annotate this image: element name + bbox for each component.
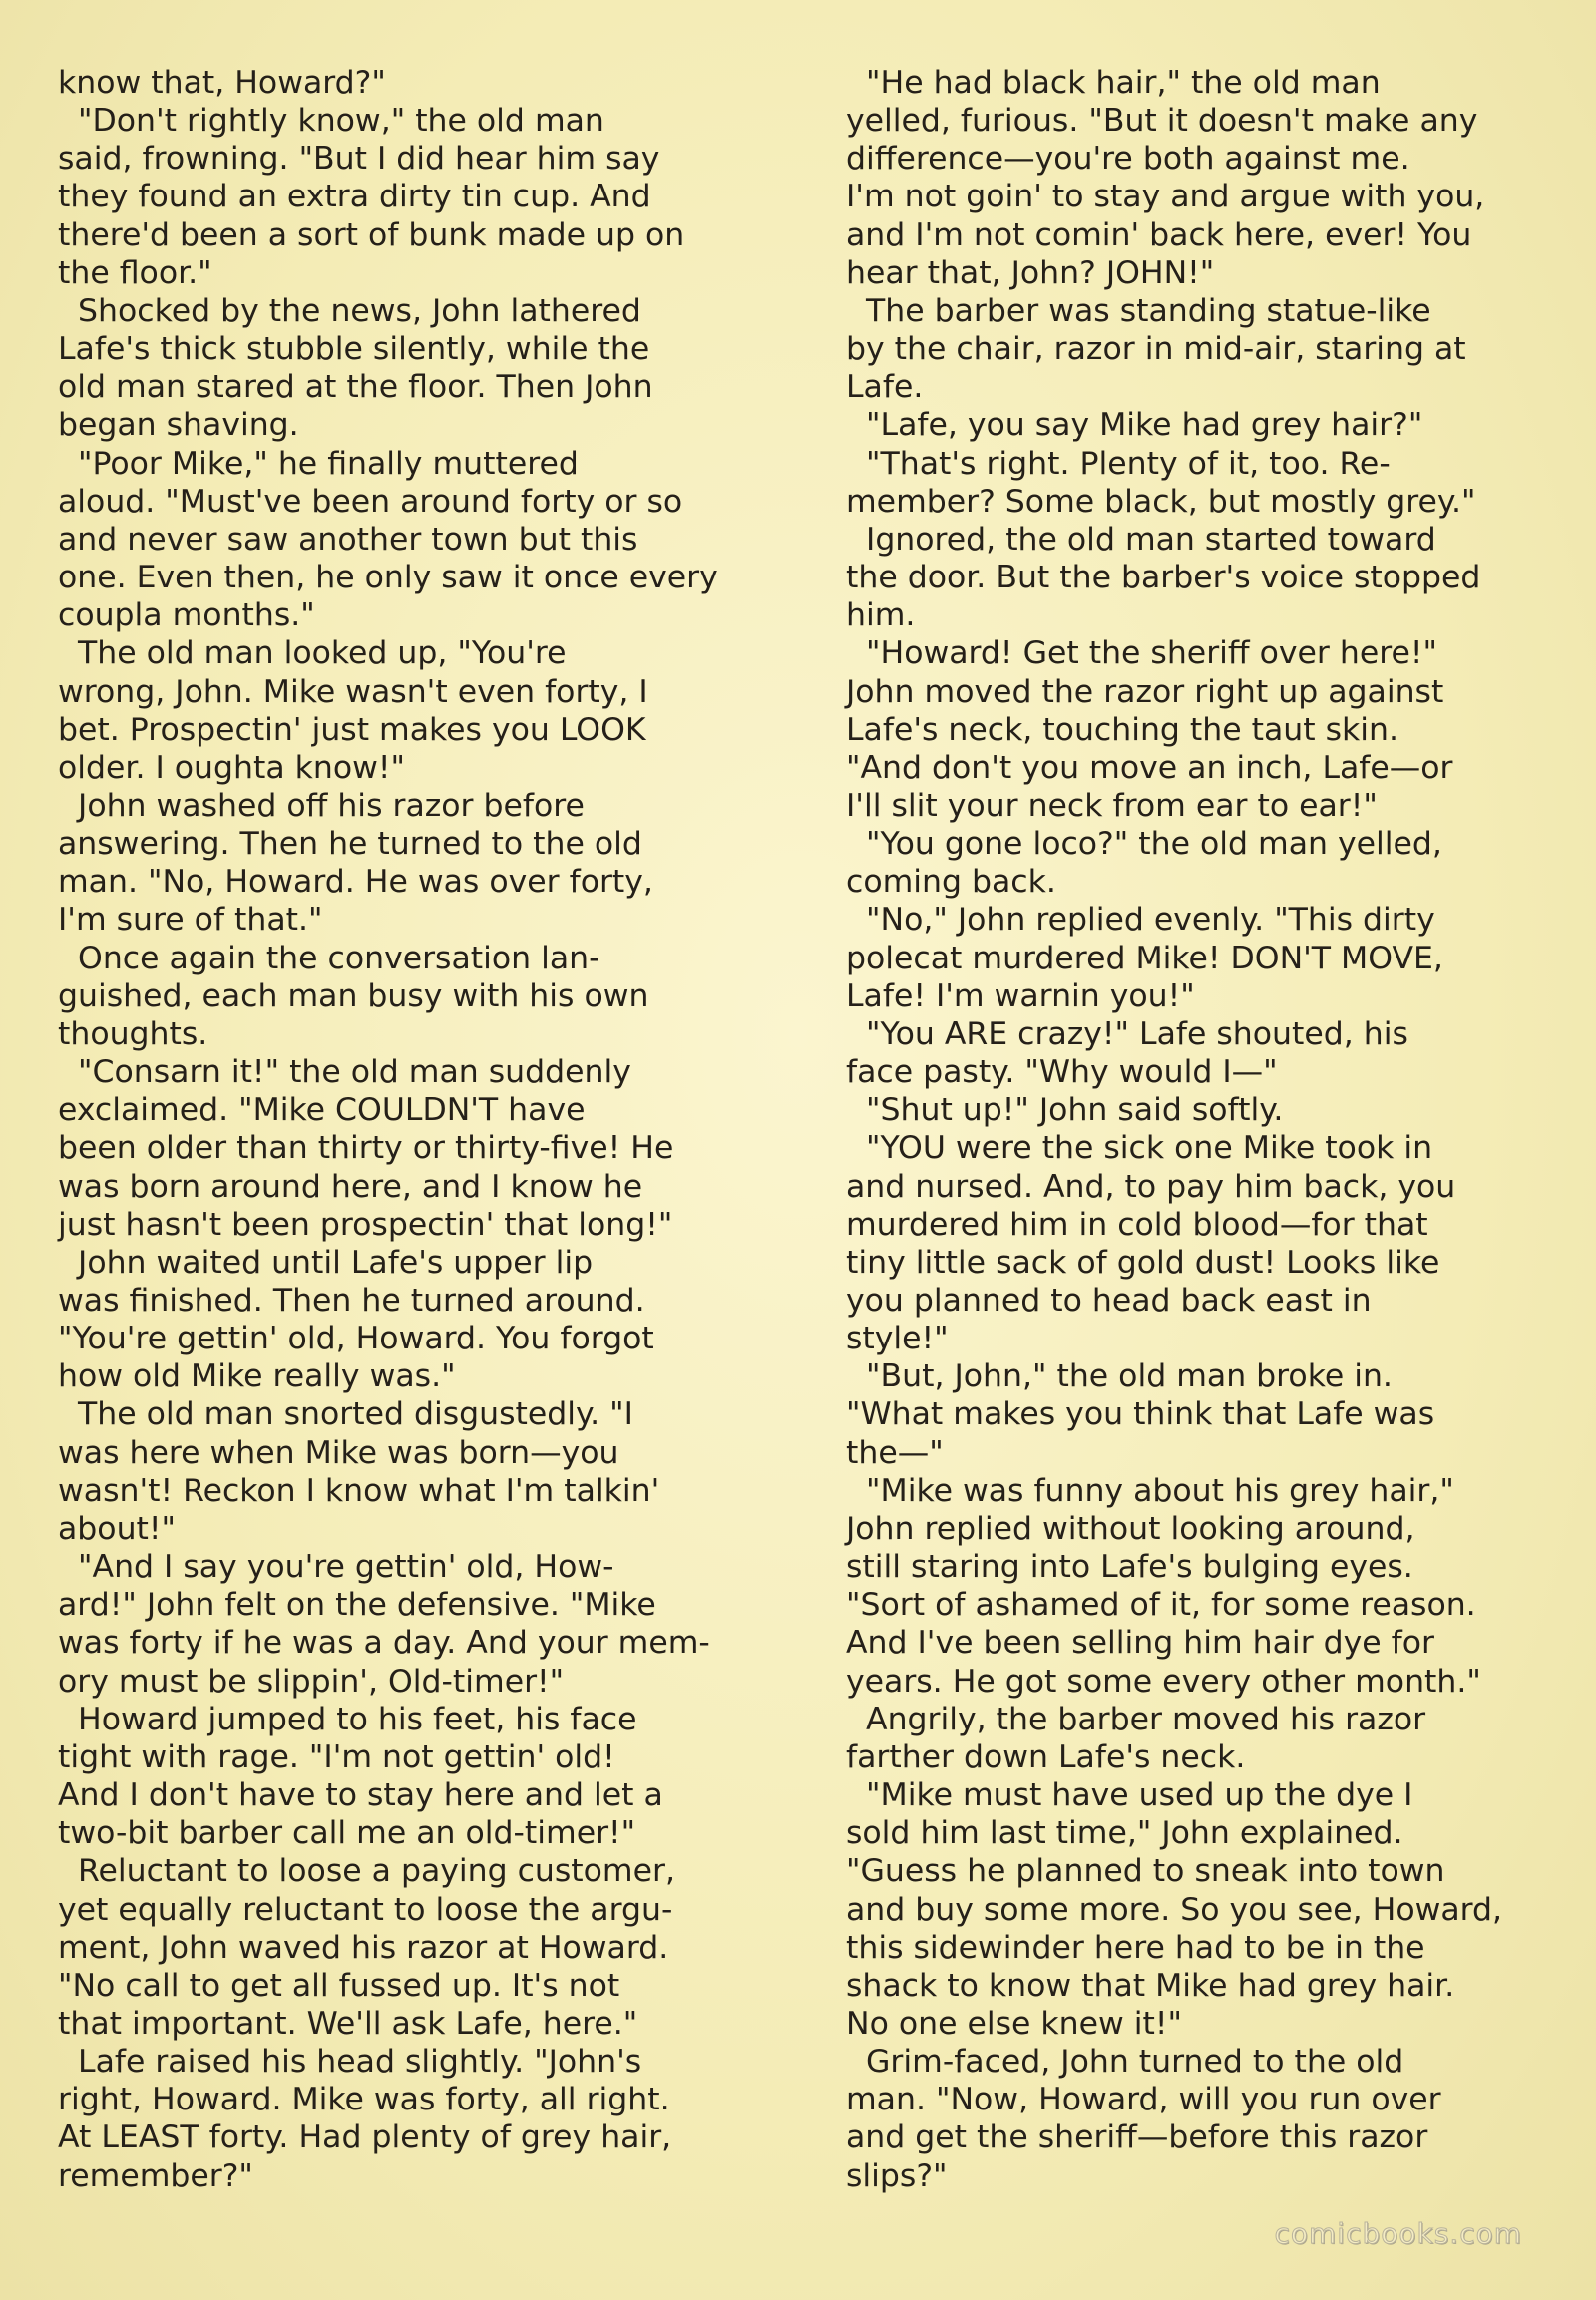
text-line: and I'm not comin' back here, ever! You <box>846 216 1472 253</box>
text-line: yet equally reluctant to loose the argu- <box>58 1891 673 1928</box>
text-line: there'd been a sort of bunk made up on <box>58 216 685 253</box>
text-line: aloud. "Must've been around forty or so <box>58 483 683 520</box>
text-line: The barber was standing statue-like <box>846 292 1431 329</box>
text-line: Angrily, the barber moved his razor <box>846 1701 1426 1737</box>
text-line: man. "Now, Howard, will you run over <box>846 2082 1441 2118</box>
text-line: and never saw another town but this <box>58 521 638 558</box>
text-line: and buy some more. So you see, Howard, <box>846 1891 1503 1928</box>
text-line: Lafe. <box>846 369 924 406</box>
text-line: one. Even then, he only saw it once every <box>58 560 718 596</box>
text-line: tight with rage. "I'm not gettin' old! <box>58 1738 615 1775</box>
text-line: At LEAST forty. Had plenty of grey hair, <box>58 2119 672 2156</box>
text-line: Grim-faced, John turned to the old <box>846 2044 1404 2081</box>
text-line: this sidewinder here had to be in the <box>846 1929 1425 1966</box>
text-line: "That's right. Plenty of it, too. Re- <box>846 445 1391 482</box>
text-line: coupla months." <box>58 597 315 634</box>
text-line: know that, Howard?" <box>58 65 386 101</box>
text-line: and get the sheriff—before this razor <box>846 2119 1428 2156</box>
text-line: "You ARE crazy!" Lafe shouted, his <box>846 1015 1408 1052</box>
text-line: ment, John waved his razor at Howard. <box>58 1929 669 1966</box>
text-line: "He had black hair," the old man <box>846 65 1381 101</box>
text-line: The old man looked up, "You're <box>58 635 567 672</box>
text-line: sold him last time," John explained. <box>846 1815 1403 1852</box>
text-line: the—" <box>846 1434 944 1471</box>
text-line: Shocked by the news, John lathered <box>58 292 641 329</box>
text-line: John washed off his razor before <box>58 787 585 824</box>
text-line: hear that, John? JOHN!" <box>846 254 1215 291</box>
text-line: how old Mike really was." <box>58 1358 456 1395</box>
text-line: farther down Lafe's neck. <box>846 1738 1246 1775</box>
text-line: and nursed. And, to pay him back, you <box>846 1168 1456 1205</box>
text-line: was born around here, and I know he <box>58 1168 643 1205</box>
watermark: comicbooks.com <box>1274 2217 1522 2250</box>
text-line: they found an extra dirty tin cup. And <box>58 179 651 215</box>
text-line: right, Howard. Mike was forty, all right. <box>58 2082 670 2118</box>
text-line: bet. Prospectin' just makes you LOOK <box>58 711 646 748</box>
text-line: "Don't rightly know," the old man <box>58 103 604 140</box>
text-line: difference—you're both against me. <box>846 141 1410 178</box>
text-line: the door. But the barber's voice stopped <box>846 560 1481 596</box>
text-line: still staring into Lafe's bulging eyes. <box>846 1549 1413 1586</box>
text-line: "What makes you think that Lafe was <box>846 1396 1435 1433</box>
text-line: said, frowning. "But I did hear him say <box>58 141 660 178</box>
text-line: tiny little sack of gold dust! Looks like <box>846 1244 1440 1281</box>
text-line: slips?" <box>846 2157 948 2194</box>
text-line: "No call to get all fussed up. It's not <box>58 1967 620 2004</box>
text-line: "You gone loco?" the old man yelled, <box>846 826 1442 863</box>
text-line: Reluctant to loose a paying customer, <box>58 1853 675 1890</box>
text-line: "Consarn it!" the old man suddenly <box>58 1054 631 1091</box>
text-line: "And I say you're gettin' old, How- <box>58 1549 614 1586</box>
text-line: Lafe! I'm warnin you!" <box>846 977 1195 1014</box>
text-line: "Poor Mike," he finally muttered <box>58 445 579 482</box>
text-line: "Shut up!" John said softly. <box>846 1092 1284 1129</box>
text-line: remember?" <box>58 2157 253 2194</box>
text-line: Lafe's thick stubble silently, while the <box>58 331 650 368</box>
text-line: was here when Mike was born—you <box>58 1434 619 1471</box>
text-line: John waited until Lafe's upper lip <box>58 1244 594 1281</box>
text-line: older. I oughta know!" <box>58 749 406 786</box>
text-line: him. <box>846 597 916 634</box>
text-line: member? Some black, but mostly grey." <box>846 483 1476 520</box>
text-line: "You're gettin' old, Howard. You forgot <box>58 1321 654 1357</box>
text-line: was forty if he was a day. And your mem- <box>58 1625 710 1662</box>
text-line: wrong, John. Mike wasn't even forty, I <box>58 673 648 710</box>
text-line: "And don't you move an inch, Lafe—or <box>846 749 1453 786</box>
text-line: "Mike was funny about his grey hair," <box>846 1472 1454 1509</box>
text-line: you planned to head back east in <box>846 1283 1372 1319</box>
text-line: style!" <box>846 1321 949 1357</box>
text-line: "But, John," the old man broke in. <box>846 1358 1393 1395</box>
text-line: two-bit barber call me an old-timer!" <box>58 1815 636 1852</box>
text-line: I'm sure of that." <box>58 902 323 939</box>
text-line: Ignored, the old man started toward <box>846 521 1436 558</box>
text-line: "Howard! Get the sheriff over here!" <box>846 635 1437 672</box>
text-line: been older than thirty or thirty-five! He <box>58 1130 674 1167</box>
text-line: face pasty. "Why would I—" <box>846 1054 1278 1091</box>
text-line: by the chair, razor in mid-air, staring at <box>846 331 1466 368</box>
text-line: John moved the razor right up against <box>846 673 1444 710</box>
text-line: No one else knew it!" <box>846 2005 1182 2042</box>
text-line: coming back. <box>846 864 1056 901</box>
text-line: old man stared at the floor. Then John <box>58 369 653 406</box>
text-line: murdered him in cold blood—for that <box>846 1206 1428 1243</box>
text-line: the floor." <box>58 254 212 291</box>
text-line: And I don't have to stay here and let a <box>58 1777 663 1814</box>
text-line: yelled, furious. "But it doesn't make any <box>846 103 1478 140</box>
text-line: polecat murdered Mike! DON'T MOVE, <box>846 940 1443 976</box>
text-line: years. He got some every other month." <box>846 1663 1481 1700</box>
text-line: Howard jumped to his feet, his face <box>58 1701 637 1737</box>
text-line: "Lafe, you say Mike had grey hair?" <box>846 407 1423 444</box>
text-line: answering. Then he turned to the old <box>58 826 642 863</box>
text-line: ory must be slippin', Old-timer!" <box>58 1663 565 1700</box>
text-line: "Sort of ashamed of it, for some reason. <box>846 1587 1476 1624</box>
text-line: man. "No, Howard. He was over forty, <box>58 864 653 901</box>
text-line: Once again the conversation lan- <box>58 940 600 976</box>
text-line: "Mike must have used up the dye I <box>846 1777 1413 1814</box>
text-line: John replied without looking around, <box>846 1510 1415 1547</box>
text-line: thoughts. <box>58 1015 208 1052</box>
text-line: wasn't! Reckon I know what I'm talkin' <box>58 1472 660 1509</box>
text-line: Lafe's neck, touching the taut skin. <box>846 711 1399 748</box>
text-line: about!" <box>58 1510 177 1547</box>
text-line: "YOU were the sick one Mike took in <box>846 1130 1433 1167</box>
text-line: exclaimed. "Mike COULDN'T have <box>58 1092 586 1129</box>
text-line: was finished. Then he turned around. <box>58 1283 645 1319</box>
text-line: Lafe raised his head slightly. "John's <box>58 2044 642 2081</box>
text-line: I'm not goin' to stay and argue with you, <box>846 179 1485 215</box>
text-line: And I've been selling him hair dye for <box>846 1625 1434 1662</box>
text-line: began shaving. <box>58 407 299 444</box>
text-line: guished, each man busy with his own <box>58 977 649 1014</box>
text-line: that important. We'll ask Lafe, here." <box>58 2005 638 2042</box>
text-column-right <box>846 64 1556 2195</box>
text-line: just hasn't been prospectin' that long!" <box>58 1206 673 1243</box>
text-line: The old man snorted disgustedly. "I <box>58 1396 633 1433</box>
text-line: ard!" John felt on the defensive. "Mike <box>58 1587 656 1624</box>
text-line: "No," John replied evenly. "This dirty <box>846 902 1435 939</box>
text-line: shack to know that Mike had grey hair. <box>846 1967 1455 2004</box>
text-column-left <box>58 64 768 2195</box>
text-line: I'll slit your neck from ear to ear!" <box>846 787 1378 824</box>
text-line: "Guess he planned to sneak into town <box>846 1853 1445 1890</box>
